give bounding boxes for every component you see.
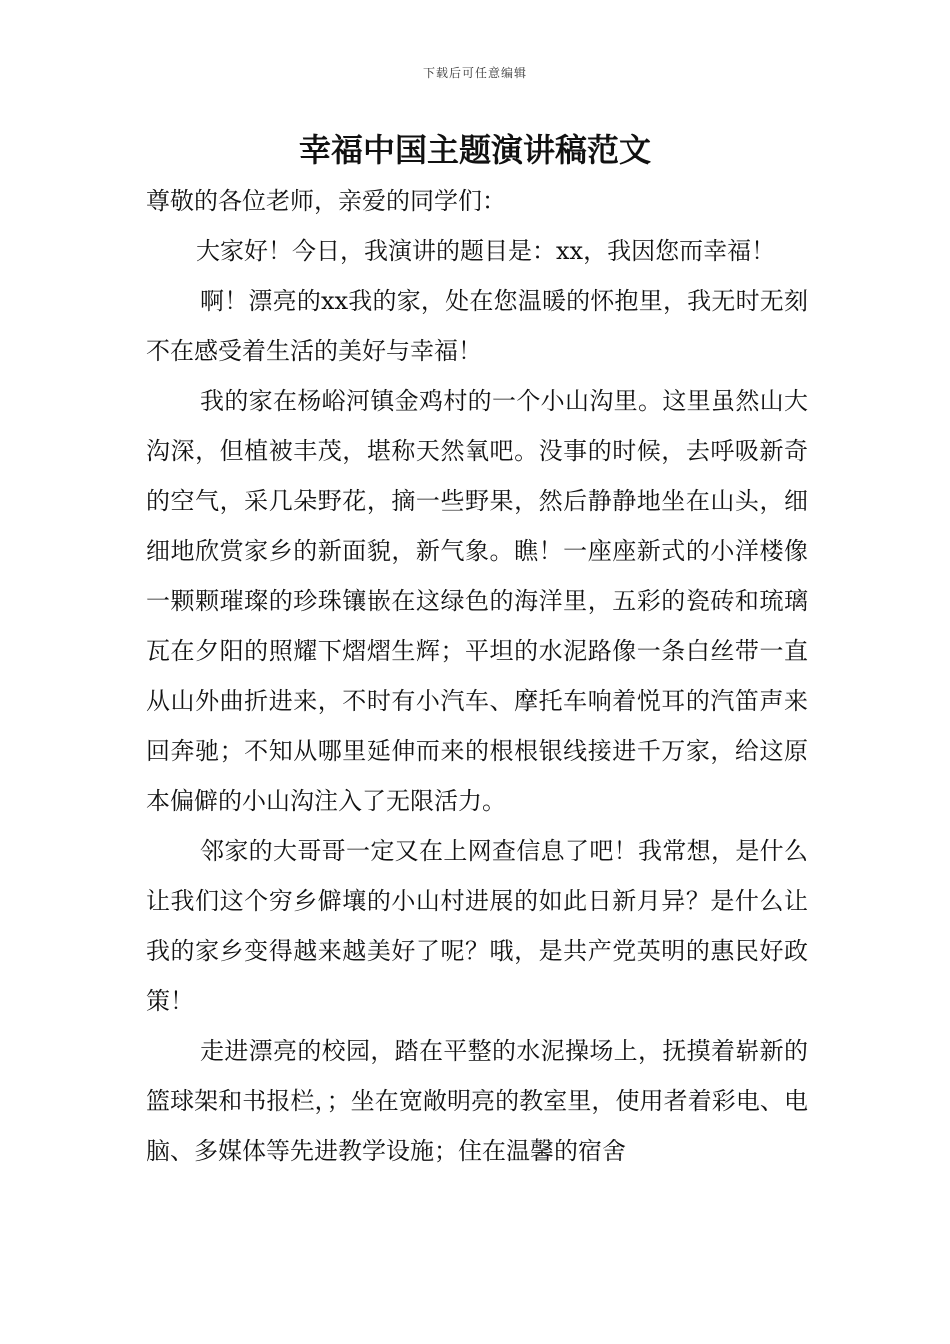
paragraph-intro: 大家好！今日，我演讲的题目是：xx，我因您而幸福！	[196, 237, 776, 265]
paragraph: 走进漂亮的校园，踏在平整的水泥操场上，抚摸着崭新的篮球架和书报栏，；坐在宽敞明亮的教室里，使用者着彩电、电脑、多媒体等先进教学设施；住在温馨的宿舍	[146, 1037, 808, 1165]
document-body	[146, 176, 808, 1176]
document-title: 幸福中国主题演讲稿范文	[298, 131, 651, 169]
header-note: 下载后可任意编辑	[422, 66, 527, 80]
paragraph: 我的家在杨峪河镇金鸡村的一个小山沟里。这里虽然山大沟深，但植被丰茂，堪称天然氧吧。没事的时候，去呼吸新奇的空气，采几朵野花，摘一些野果，然后静静地坐在山头，细细地欣赏家乡的新面貌，新气象。瞧！一座座新式的小洋楼像一颗颗璀璨的珍珠镶嵌在这绿色的海洋里，五彩的瓷砖和琉璃瓦在夕阳的照耀下熠熠生辉；平坦的水泥路像一条白丝带一直从山外曲折进来，不时有小汽车、摩托车响着悦耳的汽笛声来回奔驰；不知从哪里延伸而来的根根银线接进千万家，给这原本偏僻的小山沟注入了无限活力。	[146, 387, 808, 815]
paragraph-greeting: 尊敬的各位老师，亲爱的同学们：	[146, 187, 506, 215]
paragraph: 邻家的大哥哥一定又在上网查信息了吧！我常想，是什么让我们这个穷乡僻壤的小山村进展的如此日新月异？是什么让我的家乡变得越来越美好了呢？哦，是共产党英明的惠民好政策！	[146, 837, 808, 1015]
paragraph: 啊！漂亮的xx我的家，处在您温暖的怀抱里，我无时无刻不在感受着生活的美好与幸福！	[146, 287, 808, 365]
